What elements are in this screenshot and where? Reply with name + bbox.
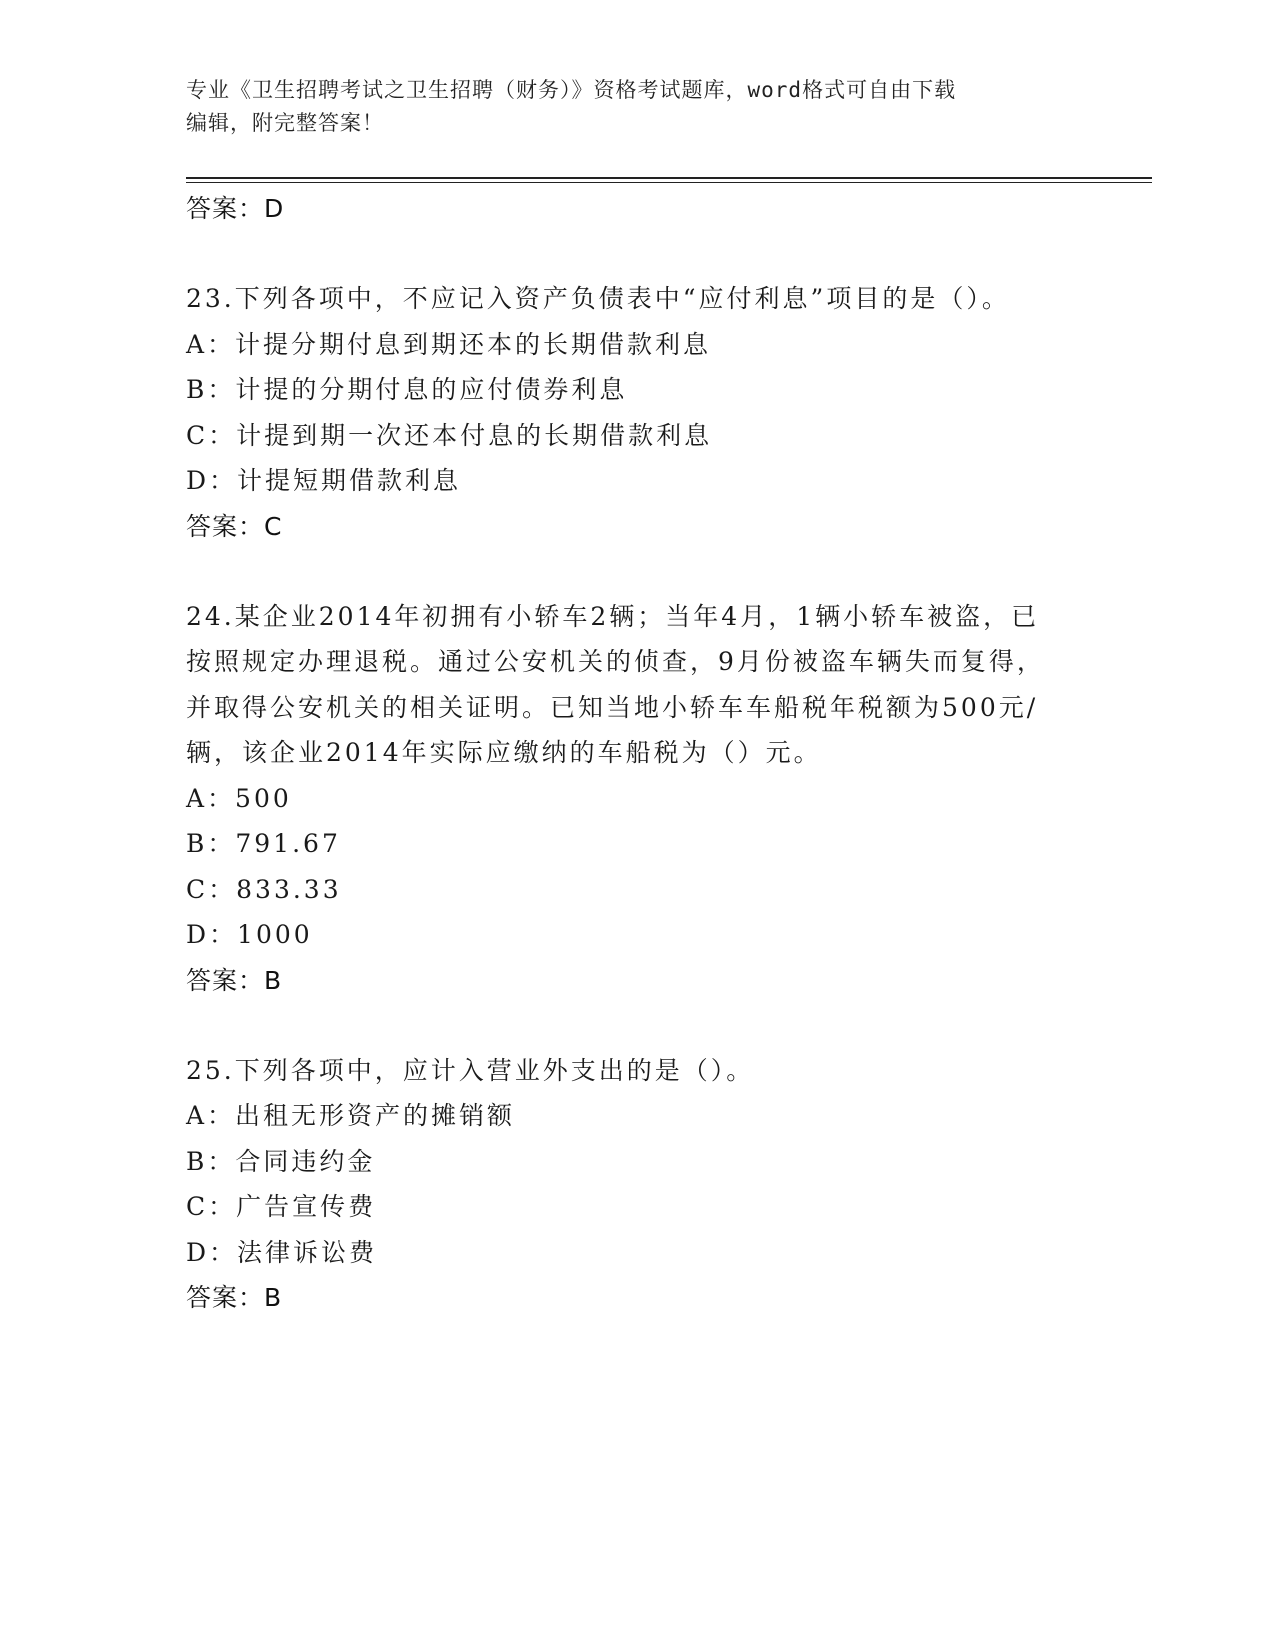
header-line-2: 编辑，附完整答案！	[186, 111, 384, 135]
question-text-line-1: 24.某企业2014年初拥有小轿车2辆；当年4月，1辆小轿车被盗，已	[186, 601, 1040, 631]
page-header	[186, 74, 1086, 140]
option-c: C：833.33	[186, 874, 342, 904]
answer: 答案：B	[186, 1283, 283, 1312]
question-text: 23.下列各项中，不应记入资产负债表中“应付利息”项目的是（）。	[186, 284, 1010, 313]
option-a: A：出租无形资产的摊销额	[186, 1101, 516, 1130]
option-d: D：1000	[186, 920, 313, 949]
answer: 答案：B	[186, 965, 283, 995]
option-c: C：广告宣传费	[186, 1192, 377, 1221]
option-d: D：法律诉讼费	[186, 1237, 378, 1267]
question-text-line-4: 辆，该企业2014年实际应缴纳的车船税为（）元。	[186, 738, 822, 767]
question-list	[186, 186, 1086, 1321]
option-b: B：合同违约金	[186, 1146, 376, 1176]
previous-answer: 答案：D	[186, 194, 285, 223]
option-d: D：计提短期借款利息	[186, 466, 462, 495]
option-b: B：计提的分期付息的应付债券利息	[186, 375, 628, 404]
question-23	[186, 276, 1086, 550]
question-text-line-3: 并取得公安机关的相关证明。已知当地小轿车车船税年税额为500元/	[186, 692, 1039, 722]
answer: 答案：C	[186, 511, 283, 541]
question-text: 25.下列各项中，应计入营业外支出的是（）。	[186, 1055, 755, 1085]
header-divider	[186, 177, 1152, 183]
option-c: C：计提到期一次还本付息的长期借款利息	[186, 420, 713, 450]
option-b: B：791.67	[186, 829, 341, 858]
option-a: A：计提分期付息到期还本的长期借款利息	[186, 329, 712, 359]
header-line-1: 专业《卫生招聘考试之卫生招聘（财务）》资格考试题库，word格式可自由下载	[186, 78, 957, 102]
option-a: A：500	[186, 783, 292, 813]
question-text-line-2: 按照规定办理退税。通过公安机关的侦查，9月份被盗车辆失而复得，	[186, 647, 1045, 676]
question-24	[186, 594, 1086, 1004]
question-25	[186, 1048, 1086, 1322]
